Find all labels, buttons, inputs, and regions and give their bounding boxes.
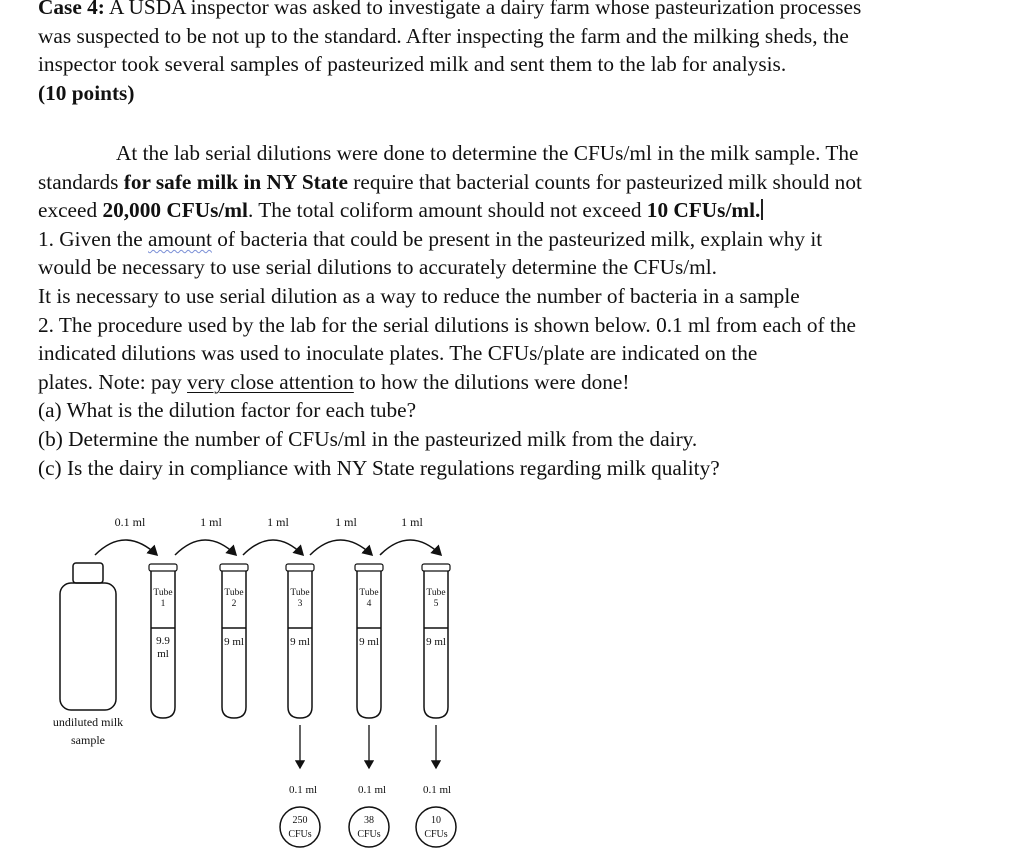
question-2b: (b) Determine the number of CFUs/ml in the pasteurized milk from the dairy. [38,426,698,451]
paragraph-line [38,168,1018,197]
transfer-arrow [310,540,372,555]
text-run: to how the dilutions were done! [353,369,630,394]
paragraph-line: At the lab serial dilutions were done to determine the CFUs/ml in the milk sample. The [116,141,859,165]
case-title-line-2: was suspected to be not up to the standard. After inspecting the farm and the milking sheds, the [38,23,849,48]
tube-volume: 9 ml [224,636,244,648]
plating-volume-label: 0.1 ml [288,784,318,796]
transfer-arrows [95,540,441,555]
question-2-line-3 [38,368,1018,397]
plating-volume-label: 0.1 ml [422,784,452,796]
question-1-line-2: would be necessary to use serial dilutions to accurately determine the CFUs/ml. [38,255,717,280]
plating-arrows [300,725,436,768]
question-2c: (c) Is the dairy in compliance with NY State regulations regarding milk quality? [38,455,720,480]
tube-label: Tube [290,588,310,598]
tube-volume: 9 ml [426,636,446,648]
plating-volume-label: 0.1 ml [357,784,387,796]
serial-dilution-diagram [0,500,1024,854]
case-label: Case 4: [38,0,105,19]
case-title-text: A USDA inspector was asked to investigate a dairy farm whose pasteurization processes [104,0,862,19]
plate-unit: CFUs [357,829,381,840]
tube-number: 2 [231,599,237,609]
text-run: . The total coliform amount should not exceed [247,198,647,223]
case-title-line-3: inspector took several samples of pasteurized milk and sent them to the lab for analysis. [38,52,787,77]
question-body [38,139,1018,482]
transfer-volume-label: 1 ml [267,515,289,529]
case-header [38,0,1018,107]
tube-number: 1 [160,599,166,609]
question-2: 2. The procedure used by the lab for the serial dilutions is shown below. 0.1 ml from each of the [38,312,856,337]
bottle-label: sample [71,733,105,747]
answer-text[interactable]: It is necessary to use serial dilution as a way to reduce the number of bacteria in a sample [38,283,800,308]
transfer-arrow [380,540,441,555]
tube-number: 4 [366,599,372,609]
petri-plate [280,807,320,847]
question-1 [38,225,1018,254]
spellcheck-underlined-text: amount [148,226,212,251]
case-title-line [38,0,1018,22]
tube-caps [149,564,450,571]
petri-plate [349,807,389,847]
text-run: of bacteria that could be present in the pasteurized milk, explain why it [211,226,823,251]
tube-label: Tube [426,588,446,598]
petri-plates [280,807,456,847]
tube-number: 3 [297,599,303,609]
transfer-volume-label: 1 ml [401,515,423,529]
bottle-label: undiluted milk [52,715,124,729]
tube-label: Tube [224,588,244,598]
transfer-arrow [243,540,303,555]
bold-text: for safe milk in NY State [123,169,348,194]
tube-volume-unit: ml [157,648,169,660]
text-run: plates. Note: pay [38,369,188,394]
plate-unit: CFUs [288,829,312,840]
tube-label: Tube [153,588,173,598]
paragraph-line [38,196,1018,225]
transfer-volume-label: 1 ml [335,515,357,529]
text-caret [761,199,763,220]
plate-count: 250 [292,815,308,826]
text-run: 1. Given the [38,226,149,251]
underlined-text: very close attention [187,369,354,394]
transfer-volume-label: 0.1 ml [114,515,146,529]
transfer-arrow [95,540,157,555]
text-run: require that bacterial counts for pasteurized milk should not [347,169,862,194]
tube-volume: 9 ml [290,636,310,648]
petri-plate [416,807,456,847]
plate-count: 38 [364,815,374,826]
question-2a: (a) What is the dilution factor for each tube? [38,398,417,423]
milk-bottle [60,563,116,710]
tube-number: 5 [433,599,439,609]
tube-volume: 9.9 [156,635,170,647]
transfer-volume-label: 1 ml [200,515,222,529]
points-label: (10 points) [38,80,135,105]
plate-count: 10 [431,815,441,826]
tube-volume: 9 ml [359,636,379,648]
tube-label: Tube [359,588,379,598]
transfer-arrow [175,540,236,555]
bold-text: 20,000 CFUs/ml [102,198,248,223]
plate-unit: CFUs [424,829,448,840]
text-run: standards [38,169,124,194]
text-run: exceed [38,198,103,223]
question-2-line-2: indicated dilutions was used to inoculate plates. The CFUs/plate are indicated on the [38,341,758,366]
bold-text: 10 CFUs/ml. [646,198,761,223]
